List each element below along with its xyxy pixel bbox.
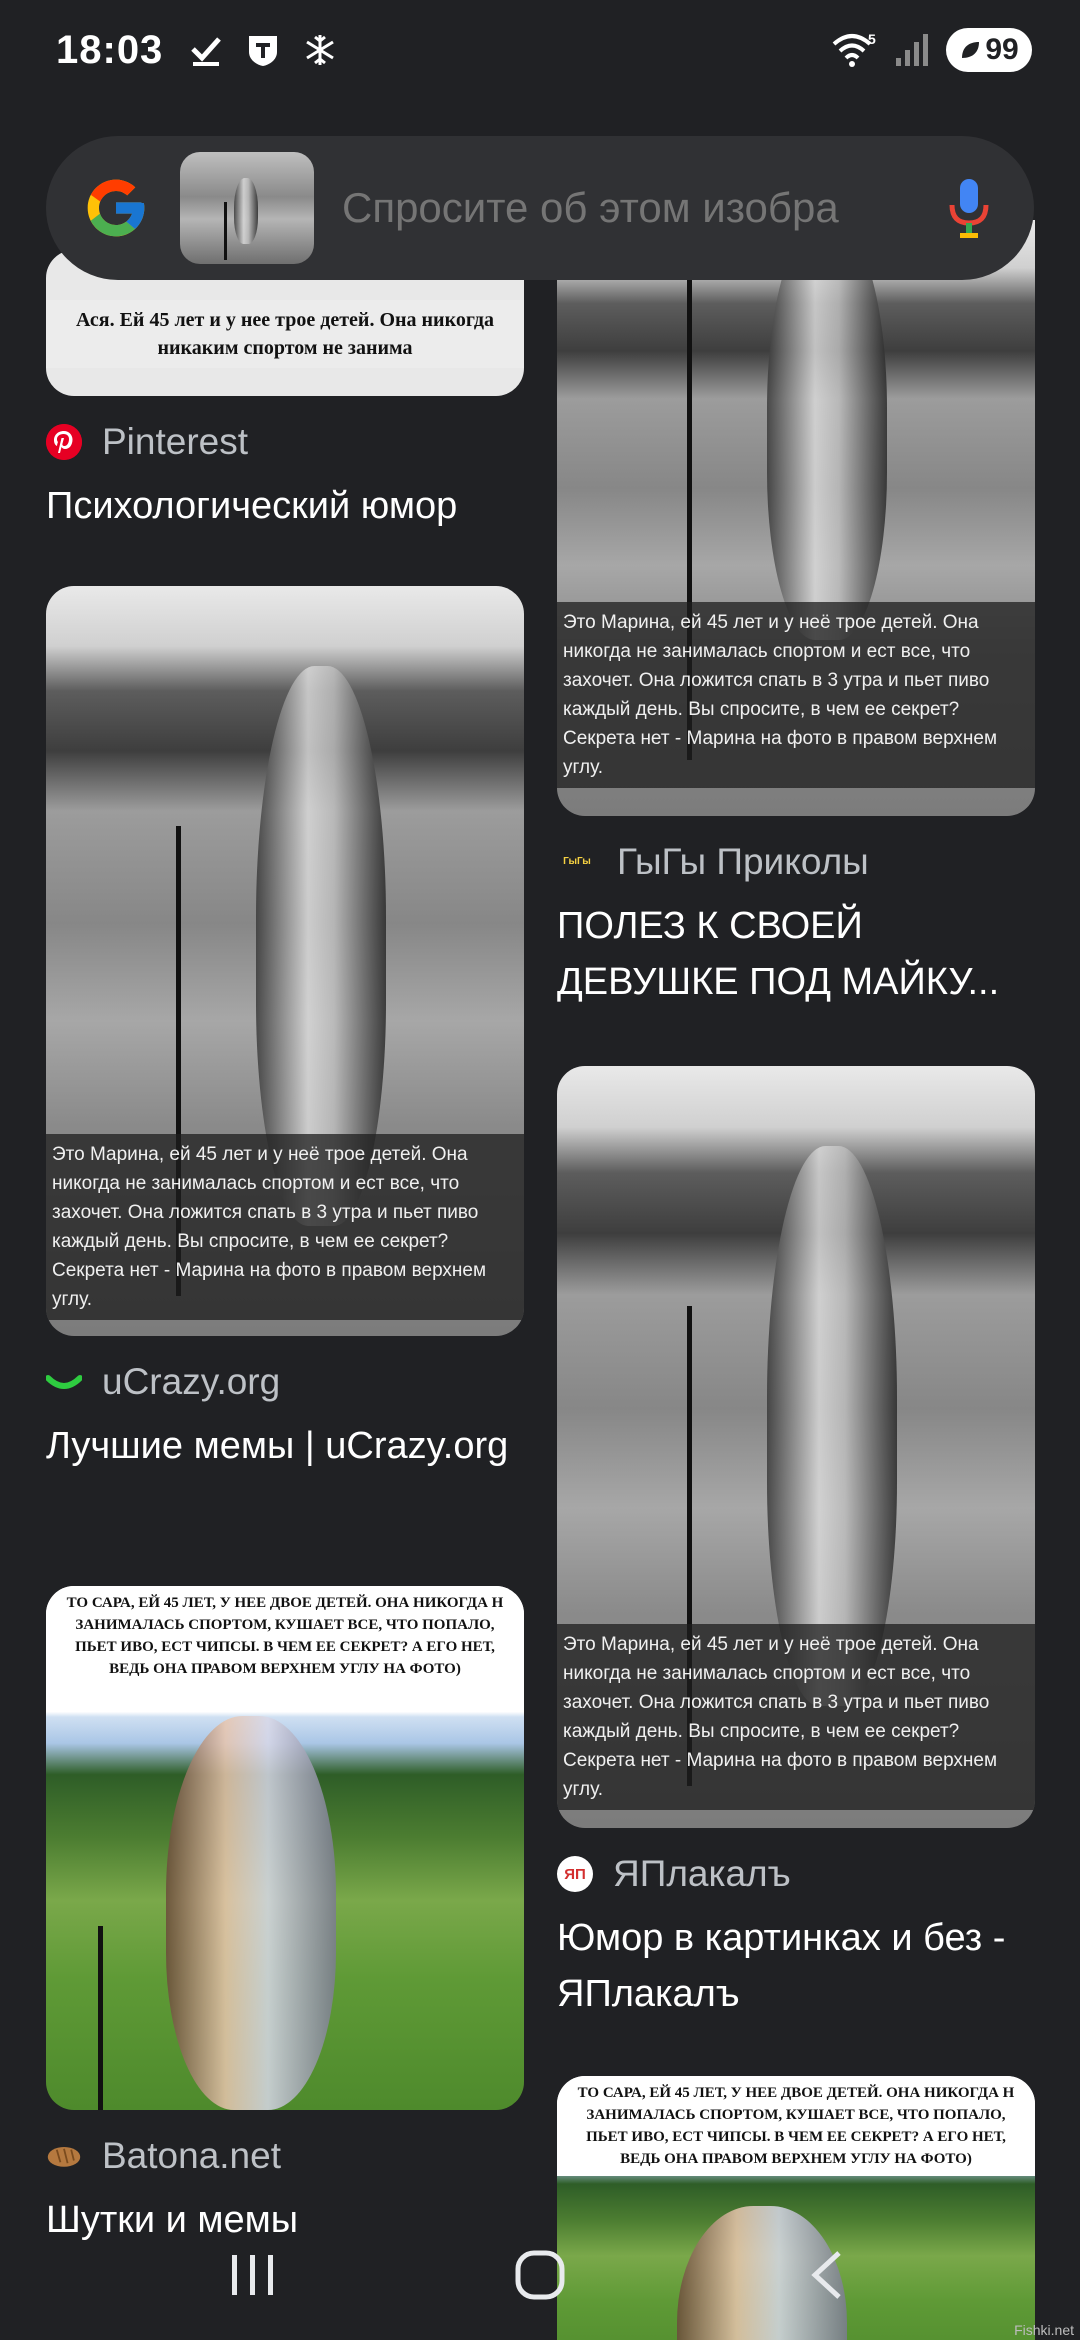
source-row[interactable] [46, 2132, 524, 2180]
source-name: ЯПлакалъ [613, 1853, 791, 1894]
source-row[interactable] [46, 1358, 524, 1406]
result-image[interactable] [46, 1586, 524, 2110]
leaf-icon [959, 39, 981, 61]
recent-apps-icon [228, 2252, 278, 2298]
snowflake-icon [303, 33, 337, 67]
wifi-icon [830, 32, 878, 68]
source-name: Batona.net [102, 2135, 281, 2176]
result-title[interactable]: Юмор в картинках и без - ЯПлакалъ [557, 1917, 1006, 2015]
status-bar [0, 0, 1080, 100]
back-button[interactable] [767, 2225, 887, 2325]
gygy-icon: ГыГы [563, 856, 591, 867]
result-card-ucrazy[interactable] [46, 586, 524, 1474]
status-icons-left [189, 32, 337, 68]
microphone-icon[interactable] [944, 175, 994, 241]
home-button[interactable] [480, 2225, 600, 2325]
status-icons-right [830, 28, 1032, 72]
battery-level: 99 [985, 33, 1019, 66]
result-image[interactable] [46, 586, 524, 1336]
image-text: ТО САРА, ЕЙ 45 ЛЕТ, У НЕЕ ДВОЕ ДЕТЕЙ. ОНА НИКОГДА Н ЗАНИМАЛАСЬ СПОРТОМ, КУШАЕТ ВСЕ, ЧТО ПОПАЛО, ПЬЕТ ИВО, ЕСТ ЧИПСЫ. В ЧЕМ ЕЕ СЕКРЕТ? А ЕГО НЕТ, ВЕДЬ ОНА ПРАВОМ ВЕРХНЕМ УГЛУ НА ФОТО) [46, 1586, 524, 1686]
yaplakal-icon: ЯП [557, 1856, 593, 1892]
result-card-pinterest[interactable] [46, 250, 524, 534]
recent-apps-button[interactable] [193, 2225, 313, 2325]
result-title[interactable]: Психологический юмор [46, 485, 458, 527]
result-card-yaplakal[interactable] [557, 1066, 1035, 2022]
result-image[interactable] [557, 220, 1035, 816]
ucrazy-icon [46, 1364, 82, 1400]
image-caption: Это Марина, ей 45 лет и у неё трое детей. Она никогда не занималась спортом и ест все, что захочет. Она ложится спать в 3 утра и пьет пиво каждый день. Вы спросите, в чем ее секрет? Секрета нет - Марина на фото в правом верхнем углу. [557, 1624, 1035, 1810]
result-image[interactable] [557, 1066, 1035, 1828]
result-card-batona[interactable] [46, 1586, 524, 2248]
svg-text:5: 5 [868, 32, 876, 47]
source-name: uCrazy.org [102, 1361, 281, 1402]
result-card-gygy[interactable] [557, 220, 1035, 1010]
google-logo-icon[interactable] [82, 174, 150, 242]
image-text: Ася. Ей 45 лет и у нее трое детей. Она никогда никаким спортом не занима [46, 300, 524, 368]
search-image-thumbnail[interactable] [180, 152, 314, 264]
home-icon [514, 2249, 566, 2301]
result-title[interactable]: Шутки и мемы [46, 2199, 299, 2241]
signal-icon [894, 32, 930, 68]
pinterest-icon [46, 424, 82, 460]
tinkoff-icon [245, 32, 281, 68]
battery-indicator [946, 28, 1032, 72]
source-name: ГыГы Приколы [617, 841, 869, 882]
check-icon [189, 33, 223, 67]
source-row[interactable] [557, 838, 1035, 886]
source-row[interactable] [557, 1850, 1035, 1898]
watermark: Fishki.net [1014, 2322, 1074, 2338]
back-icon [807, 2249, 847, 2301]
source-row[interactable] [46, 418, 524, 466]
status-time: 18:03 [56, 27, 164, 72]
source-name: Pinterest [102, 421, 249, 462]
image-caption: Это Марина, ей 45 лет и у неё трое детей. Она никогда не занималась спортом и ест все, что захочет. Она ложится спать в 3 утра и пьет пиво каждый день. Вы спросите, в чем ее секрет? Секрета нет - Марина на фото в правом верхнем углу. [46, 1134, 524, 1320]
result-title[interactable]: ПОЛЕЗ К СВОЕЙ ДЕВУШКЕ ПОД МАЙКУ... [557, 905, 1000, 1003]
bread-icon [46, 2138, 82, 2174]
navigation-bar [0, 2210, 1080, 2340]
image-text: ТО САРА, ЕЙ 45 ЛЕТ, У НЕЕ ДВОЕ ДЕТЕЙ. ОНА НИКОГДА Н ЗАНИМАЛАСЬ СПОРТОМ, КУШАЕТ ВСЕ, ЧТО ПОПАЛО, ПЬЕТ ИВО, ЕСТ ЧИПСЫ. В ЧЕМ ЕЕ СЕКРЕТ? А ЕГО НЕТ, ВЕДЬ ОНА ПРАВОМ ВЕРХНЕМ УГЛУ НА ФОТО) [557, 2076, 1035, 2176]
search-input[interactable] [340, 183, 944, 233]
result-title[interactable]: Лучшие мемы | uCrazy.org [46, 1425, 509, 1467]
image-caption: Это Марина, ей 45 лет и у неё трое детей. Она никогда не занималась спортом и ест все, что захочет. Она ложится спать в 3 утра и пьет пиво каждый день. Вы спросите, в чем ее секрет? Секрета нет - Марина на фото в правом верхнем углу. [557, 602, 1035, 788]
search-bar[interactable] [46, 136, 1034, 280]
